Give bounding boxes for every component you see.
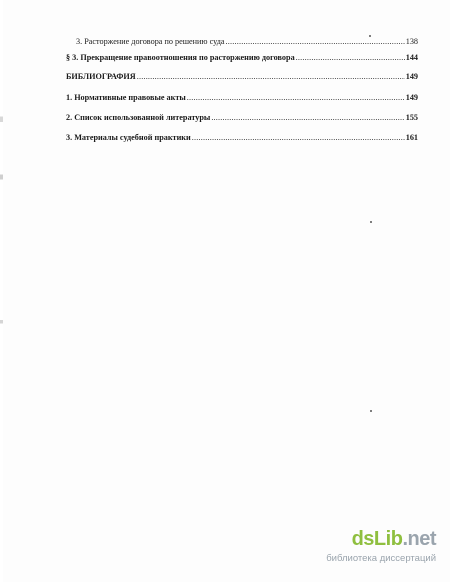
toc-leader-dots xyxy=(187,93,405,103)
scan-speck xyxy=(370,221,372,223)
toc-entry-label: БИБЛИОГРАФИЯ xyxy=(66,72,136,81)
dslib-subtitle: библиотека диссертаций xyxy=(326,553,436,564)
dslib-logo-prefix: dsLib xyxy=(351,528,403,550)
dslib-logo-suffix: .net xyxy=(402,528,436,550)
toc-entry[interactable] xyxy=(66,37,418,47)
toc-entry-label: § 3. Прекращение правоотношения по расторжению договора xyxy=(66,53,295,62)
toc-entry-label: 3. Расторжение договора по решению суда xyxy=(76,37,225,46)
toc-leader-dots xyxy=(226,37,405,47)
toc-entry-page: 149 xyxy=(405,93,418,102)
toc-entry-label: 1. Нормативные правовые акты xyxy=(66,93,186,102)
scan-speck xyxy=(369,35,371,37)
toc-entry-label: 3. Материалы судебной практики xyxy=(66,133,191,142)
toc-leader-dots xyxy=(137,72,405,82)
toc-entry-page: 144 xyxy=(405,53,418,62)
toc-entry[interactable] xyxy=(66,133,418,143)
toc-entry-page: 149 xyxy=(405,72,418,81)
toc-entry[interactable] xyxy=(66,93,418,103)
toc-leader-dots xyxy=(296,53,405,63)
toc-entry-page: 155 xyxy=(405,113,418,122)
toc-entry-label: 2. Список использованной литературы xyxy=(66,113,211,122)
toc-entry[interactable] xyxy=(66,53,418,63)
dslib-watermark xyxy=(328,528,436,572)
scan-speck xyxy=(370,410,372,412)
toc-leader-dots xyxy=(192,133,405,143)
dslib-logo xyxy=(352,528,436,551)
scan-edge-marks xyxy=(0,0,3,582)
toc-entry-page: 161 xyxy=(405,133,418,142)
toc-entry[interactable] xyxy=(66,72,418,82)
toc-leader-dots xyxy=(211,113,404,123)
toc-entry[interactable] xyxy=(66,113,418,123)
toc-entry-page: 138 xyxy=(405,37,418,46)
